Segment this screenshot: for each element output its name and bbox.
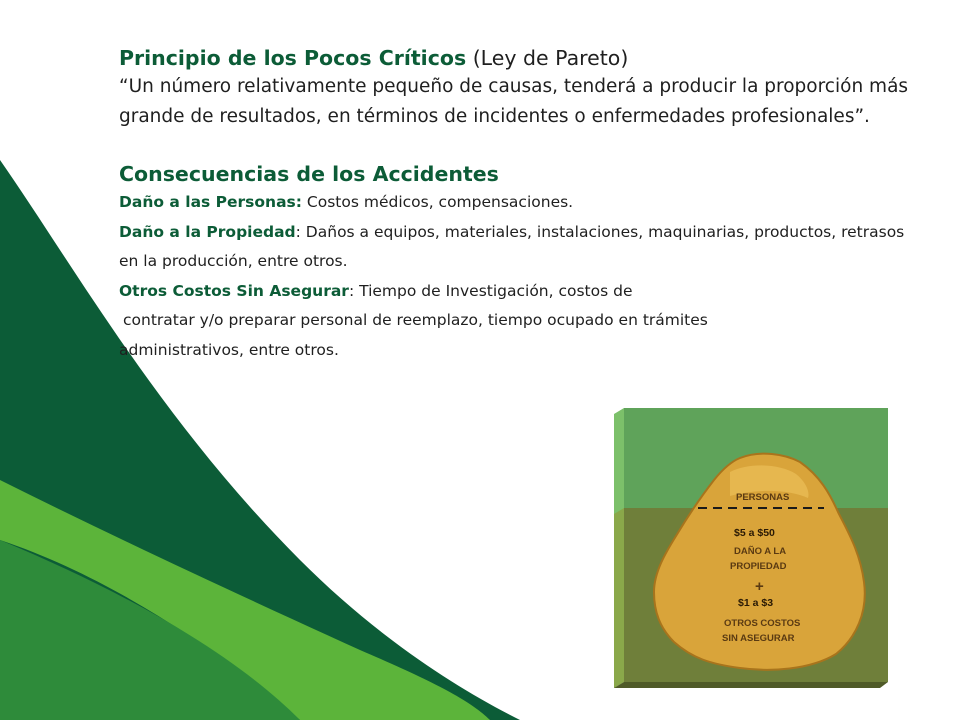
main-text: [119, 44, 909, 365]
value-1-3: $1 a $3: [738, 597, 774, 609]
consequence-otros-cont1: contratar y/o preparar personal de reemplazo, tiempo ocupado en trámites: [123, 311, 708, 329]
consequence-propiedad: [119, 218, 909, 277]
consequence-otros: [119, 277, 909, 307]
water-box-bottom-edge: [614, 682, 888, 688]
label-personas: PERSONAS: [736, 492, 790, 503]
principle-heading: [119, 44, 909, 72]
term-otros: Otros Costos Sin Asegurar: [119, 281, 349, 300]
plus-sign: +: [755, 578, 764, 595]
text-otros: : Tiempo de Investigación, costos de: [348, 281, 633, 300]
label-otros-line2: SIN ASEGURAR: [722, 633, 795, 644]
consequences-heading: Consecuencias de los Accidentes: [119, 162, 499, 186]
consequence-otros-cont2: administrativos, entre otros.: [119, 340, 339, 359]
label-otros-line1: OTROS COSTOS: [724, 618, 801, 629]
label-dano-line2: PROPIEDAD: [730, 561, 787, 572]
iceberg-cost-figure: [610, 402, 894, 688]
value-5-50: $5 a $50: [734, 527, 775, 539]
text-personas: Costos médicos, compensaciones.: [301, 193, 574, 211]
principle-subtitle: (Ley de Pareto): [472, 46, 629, 70]
term-personas: Daño a las Personas:: [119, 193, 302, 211]
pareto-quote: “Un número relativamente pequeño de causas, tenderá a producir la proporción más grande de resultados, en términos de incidentes o enfermedades profesionales”.: [119, 76, 909, 127]
term-propiedad: Daño a la Propiedad: [119, 222, 296, 241]
water-box-left-lower: [614, 508, 624, 688]
label-dano-line1: DAÑO A LA: [734, 546, 787, 557]
text-propiedad: : Daños a equipos, materiales, instalaciones, maquinarias, productos, retrasos en la producción, entre otros.: [119, 222, 905, 270]
principle-title: Principio de los Pocos Críticos: [119, 46, 467, 70]
consequence-personas: [119, 188, 909, 218]
